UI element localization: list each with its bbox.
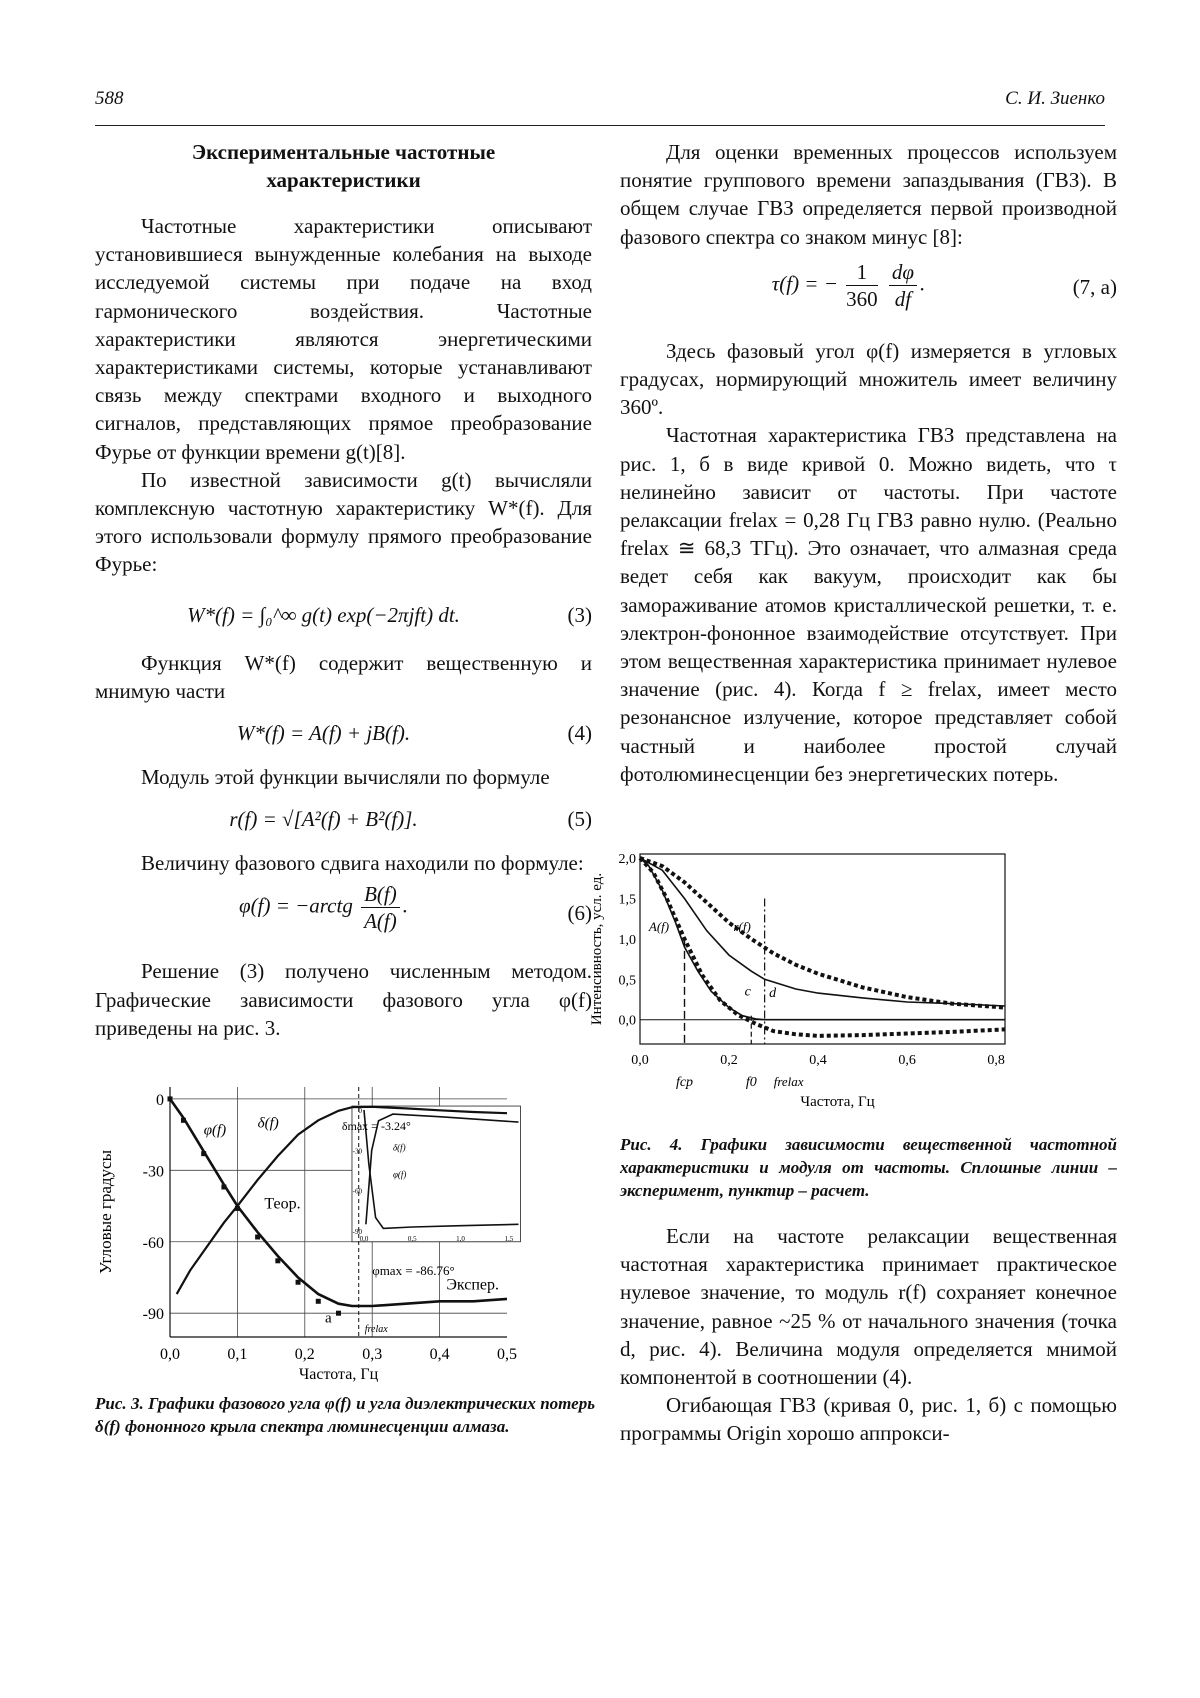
inset-x-tick: 1,0: [456, 1234, 465, 1243]
paragraph: Функция W*(f) содержит вещественную и мнимую части: [95, 650, 592, 703]
y-tick-label: 1,5: [618, 892, 636, 908]
inset-y-tick: 0: [358, 1107, 362, 1116]
data-point-phi-exper: [235, 1206, 240, 1211]
figure-3-chart: [95, 1075, 600, 1385]
paragraph: Величину фазового сдвига находили по формуле:: [141, 851, 584, 876]
data-point-phi-exper: [221, 1185, 226, 1190]
paragraph: Модуль этой функции вычисляли по формуле: [141, 765, 550, 790]
label-d: d: [769, 986, 777, 1002]
label-r: r(f): [733, 918, 751, 934]
right-column: [620, 138, 1117, 788]
data-point-phi-exper: [336, 1311, 341, 1316]
paragraph: По известной зависимости g(t) вычисляли комплексную частотную характеристику W*(f). Для этого использовали формулу прямого преобразование Фурье:: [95, 467, 592, 577]
equation-6: φ(f) = −arctg $\frac{B(f)}{A(f)}$ . (6): [239, 882, 592, 934]
label-delta-max: δmax = -3.24°: [341, 1118, 411, 1133]
paragraph: Огибающая ГВЗ (кривая 0, рис. 1, б) с помощью программы Origin хорошо аппрокси-: [620, 1393, 1117, 1446]
paragraph: Решение (3) получено численным методом. Графические зависимости фазового угла φ(f) приведены на рис. 3.: [95, 959, 592, 1040]
x-tick-label: 0,0: [631, 1053, 649, 1068]
inset-x-tick: 0,5: [407, 1234, 417, 1243]
y-tick-label: -90: [142, 1306, 164, 1324]
data-point-phi-exper: [275, 1258, 280, 1263]
y-tick-label: 0,0: [618, 1013, 636, 1029]
running-head-author: С. И. Зиенко: [1005, 88, 1105, 109]
y-tick-label: 0,5: [618, 973, 636, 989]
right-column-bottom: [620, 1222, 1117, 1448]
y-tick-label: -30: [142, 1163, 164, 1181]
y-tick-label: 2,0: [618, 852, 636, 868]
header-rule: [95, 125, 1105, 126]
data-point-phi-exper: [168, 1096, 173, 1101]
series-dashed-r-calc: [640, 858, 1005, 1008]
paragraph: Если на частоте релаксации вещественная частотная характеристика принимает практическое нулевое значение, то модуль r(f) сохраняет конечное значение, равное ~25 % от начального значения (точка d, рис. 4). Величина модуля определяется мнимой компонентой в соотношении (4).: [620, 1224, 1117, 1390]
x-tick-label: 0,8: [987, 1053, 1005, 1068]
x-tick-label: 0,1: [227, 1346, 248, 1363]
left-column: [95, 138, 592, 1042]
inset-label-phi: φ(f): [392, 1169, 407, 1180]
inset-y-tick: -30: [352, 1147, 362, 1156]
figure-4-chart: [585, 842, 1025, 1122]
equation-7a: τ(f) = − $\frac{1}{360}$ $\frac{d\varphi}{df}$ . (7, а): [771, 259, 1117, 311]
inset-x-tick: 0,0: [359, 1234, 369, 1243]
y-tick-label: 0: [156, 1091, 164, 1109]
equation-3: W*(f) = ∫₀^∞ g(t) exp(−2πjft) dt. (3): [187, 602, 592, 627]
inset-y-tick: -90: [352, 1228, 362, 1237]
label-exper: Экспер.: [446, 1276, 500, 1294]
x-tick-label: 0,3: [362, 1346, 383, 1363]
label-c: c: [744, 984, 751, 1000]
x-tick-label: 0,4: [809, 1053, 827, 1068]
paragraph: Для оценки временных процессов используем понятие группового времени запаздывания (ГВЗ). В общем случае ГВЗ определяется первой производной фазового спектра со знаком минус [8]:: [620, 140, 1117, 249]
series-line-A-exper: [640, 858, 1005, 1020]
label-phi: φ(f): [203, 1122, 227, 1139]
y-tick-label: 1,0: [618, 932, 636, 948]
data-point-phi-exper: [255, 1235, 260, 1240]
label-frelax: frelax: [773, 1074, 804, 1089]
label-phi-max: φmax = -86.76°: [372, 1263, 455, 1279]
y-tick-label: -60: [142, 1234, 164, 1252]
label-delta: δ(f): [257, 1115, 279, 1132]
paragraph: Здесь фазовый угол φ(f) измеряется в угловых градусах, нормирующий множитель имеет величину 360º.: [620, 338, 1117, 420]
figure-4-caption: Рис. 4. Графики зависимости вещественной частотной характеристики и модуля от частоты. Сплошные линии – эксперимент, пунктир – расчет.: [620, 1135, 1117, 1200]
data-point-phi-exper: [296, 1280, 301, 1285]
x-tick-label: 0,5: [497, 1346, 517, 1363]
x-tick-label: 0,4: [429, 1346, 450, 1363]
label-frelax: frelax: [364, 1324, 388, 1336]
paragraph: Частотная характеристика ГВЗ представлена на рис. 1, б в виде кривой 0. Можно видеть, что τ нелинейно зависит от частоты. При частоте релаксации frelax = 0,28 Гц ГВЗ равно нулю. (Реально frelax ≅ 68,3 ТГц). Это означает, что алмазная среда ведет себя как вакуум, происходит как бы замораживание атомов кристаллической решетки, т. е. электрон-фононное взаимодействие отсутствует. При этом вещественная характеристика принимает нулевое значение (рис. 4). Когда f ≥ frelax, имеет место резонансное излучение, которое представляет собой частный и наиболее простой случай фотолюминесценции без энергетических потерь.: [620, 423, 1117, 786]
x-axis-label: Частота, Гц: [800, 1094, 875, 1110]
inset-x-tick: 1,5: [504, 1234, 514, 1243]
label-A: A(f): [648, 918, 670, 934]
section-title: Экспериментальные частотные характеристики: [191, 140, 496, 192]
y-axis-label: Интенсивность, усл. ед.: [589, 872, 605, 1026]
x-axis-label: Частота, Гц: [298, 1366, 379, 1383]
inset-label-delta: δ(f): [392, 1142, 406, 1153]
x-tick-label: 0,2: [720, 1053, 738, 1068]
paragraph: Частотные характеристики описывают установившиеся вынужденные колебания на выходе исследуемой системы при подаче на вход гармонического воздействия. Частотные характеристики являются энергетическими характеристиками системы, которые устанавливают связь между спектрами входного и выходного сигналов, представляющих прямое преобразование Фурье от функции времени g(t)[8].: [95, 214, 592, 464]
x-tick-label: 0,0: [160, 1346, 180, 1363]
series-dashed-A-calc: [640, 858, 1005, 1036]
equation-4: W*(f) = A(f) + jB(f). (4): [236, 721, 592, 746]
series-line-r-exper: [640, 858, 1005, 1006]
data-point-phi-exper: [316, 1299, 321, 1304]
x-tick-label: 0,6: [898, 1053, 916, 1068]
label-f0: f0: [745, 1075, 757, 1090]
equation-5: r(f) = √[A²(f) + B²(f)]. (5): [229, 807, 592, 832]
data-point-phi-exper: [201, 1151, 206, 1156]
page-number: 588: [95, 88, 124, 109]
y-axis-label: Угловые градусы: [96, 1149, 115, 1275]
x-tick-label: 0,2: [294, 1346, 315, 1363]
plot-frame: [640, 854, 1005, 1044]
label-fcp: fср: [675, 1075, 694, 1090]
label-theor: Теор.: [264, 1195, 301, 1213]
label-a: а: [325, 1310, 332, 1327]
inset-y-tick: -60: [352, 1187, 362, 1196]
figure-3-caption: Рис. 3. Графики фазового угла φ(f) и угла диэлектрических потерь δ(f) фононного крыла спектра люминесценции алмаза.: [95, 1394, 595, 1436]
data-point-phi-exper: [181, 1118, 186, 1123]
